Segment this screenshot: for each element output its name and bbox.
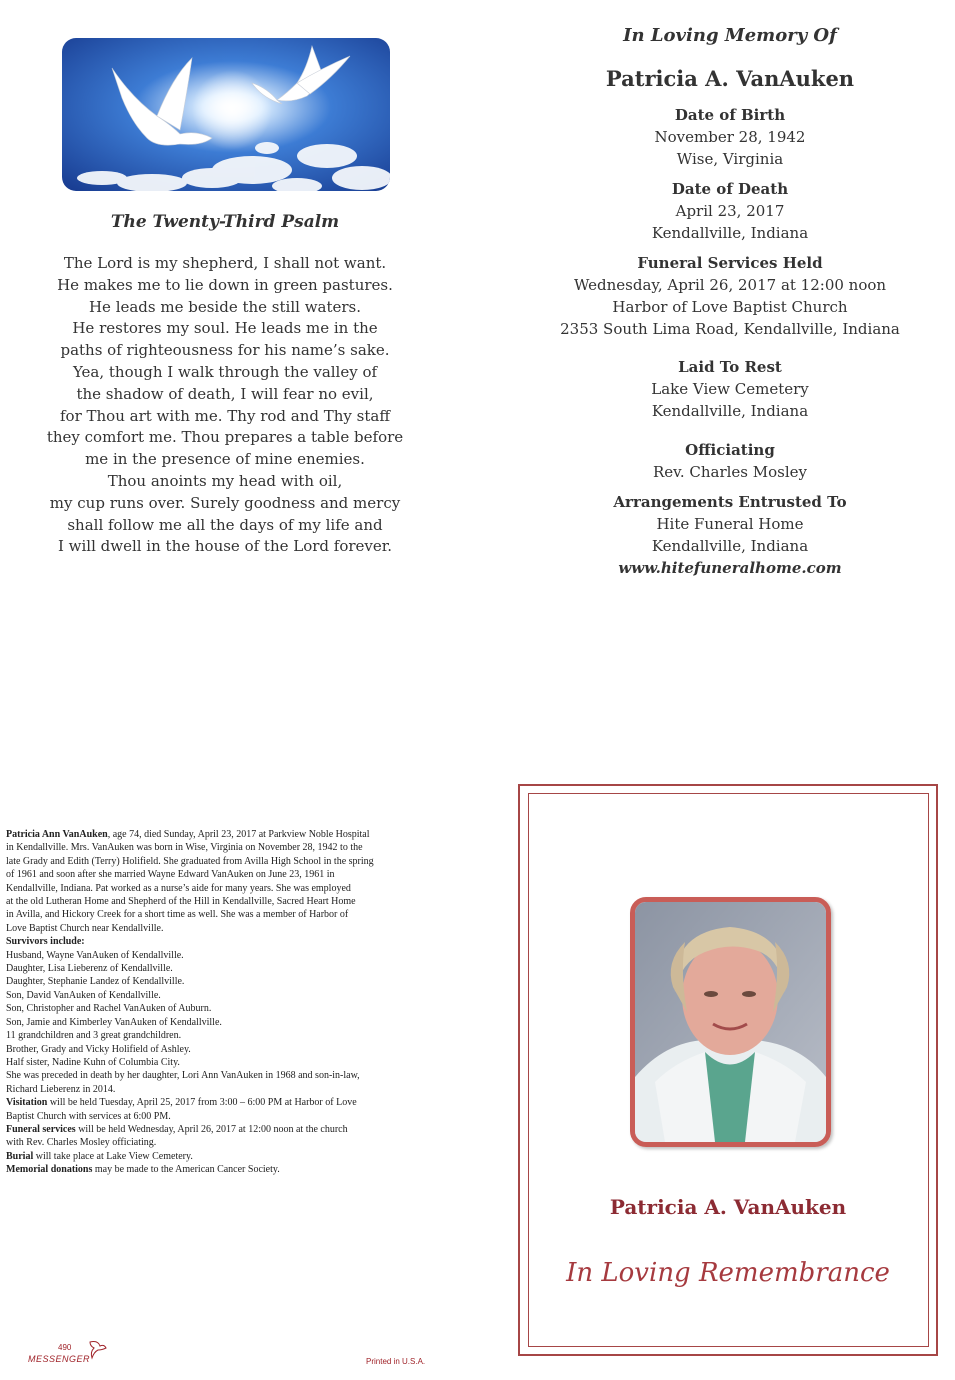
memorial-text: may be made to the American Cancer Society. [92,1164,280,1176]
survivors-heading: Survivors include: [6,936,85,948]
obituary-line: Love Baptist Church near Kendallville. [6,922,164,934]
psalm-line: He restores my soul. He leads me in the [72,319,378,338]
survivor-item: Son, David VanAuken of Kendallville. [6,989,161,1001]
psalm-line: I will dwell in the house of the Lord forever. [57,537,393,556]
burial-text: will take place at Lake View Cemetery. [33,1150,193,1162]
funeral-line [6,1123,446,1136]
psalm-line: The Lord is my shepherd, I shall not want. [63,254,387,272]
psalm-text [40,253,410,558]
psalm-line: He makes me to lie down in green pastures. [57,275,393,294]
arrangements-label: Arrangements Entrusted To [613,493,847,511]
survivor-item: Daughter, Stephanie Landez of Kendallville. [6,976,185,988]
rest-section [525,356,935,422]
funeral-cont: with Rev. Charles Mosley officiating. [6,1137,157,1149]
birth-section [525,104,935,170]
obituary-line: of 1961 and soon after she married Wayne Edward VanAuken on June 23, 1961 in [6,869,335,881]
preceded-line: Richard Lieberenz in 2014. [6,1083,116,1095]
psalm-line: my cup runs over. Surely goodness and mercy [49,493,401,512]
birth-date: November 28, 1942 [654,128,806,146]
preceded-line: She was preceded in death by her daughter, Lori Ann VanAuken in 1968 and son-in-law, [6,1070,360,1082]
psalm-line: they comfort me. Thou prepares a table before [46,428,404,447]
funeral-section [525,252,935,340]
obituary-line: at the old Lutheran Home and Shepherd of the Hill in Kendallville, Sacred Heart Home [6,896,356,908]
funeral-home-city: Kendallville, Indiana [651,537,809,555]
survivor-item: 11 grandchildren and 3 great grandchildren. [6,1030,182,1042]
funeral-venue: Harbor of Love Baptist Church [612,298,848,316]
brand-logo: MESSENGER [28,1354,91,1364]
funeral-when: Wednesday, April 26, 2017 at 12:00 noon [573,276,887,294]
visitation-cont: Baptist Church with services at 6:00 PM. [6,1110,171,1122]
survivors-label [6,935,446,948]
visitation-text: will be held Tuesday, April 25, 2017 from 3:00 – 6:00 PM at Harbor of Love [47,1097,357,1109]
death-label: Date of Death [671,180,789,198]
memory-heading: In Loving Memory Of [623,25,837,46]
death-date: April 23, 2017 [675,202,785,220]
printed-in-usa: Printed in U.S.A. [366,1357,426,1366]
cover-remembrance: In Loving Remembrance [566,1258,890,1288]
visitation-line [6,1096,446,1109]
birth-place: Wise, Virginia [676,150,784,168]
psalm-line: Thou anoints my head with oil, [107,471,343,490]
funeral-services-label: Funeral services [6,1123,76,1135]
rest-label: Laid To Rest [678,358,782,376]
psalm-line: me in the presence of mine enemies. [85,450,365,469]
psalm-line: Yea, though I walk through the valley of [72,362,378,381]
obituary-name: Patricia Ann VanAuken [6,829,108,840]
deceased-name: Patricia A. VanAuken [605,66,855,91]
doves-sky-image [62,38,390,191]
cover-name: Patricia A. VanAuken [609,1195,847,1219]
survivor-item: Son, Jamie and Kimberley VanAuken of Kendallville. [6,1016,222,1028]
survivor-item: Brother, Grady and Vicky Holifield of Ashley. [6,1043,191,1055]
product-number: 490 [58,1343,72,1352]
memorial-details [525,25,935,579]
doves-illustration [62,38,390,191]
psalm-line: He leads me beside the still waters. [88,297,362,316]
dove-logo-icon [86,1338,108,1366]
survivor-item: Husband, Wayne VanAuken of Kendallville. [6,949,184,961]
burial-line [6,1150,446,1163]
arrangements-section [525,491,935,579]
birth-label: Date of Birth [674,106,786,124]
burial-label: Burial [6,1150,34,1162]
survivor-item: Half sister, Nadine Kuhn of Columbia City. [6,1056,180,1068]
psalm-line: paths of righteousness for his name’s sake. [60,341,390,360]
rest-city: Kendallville, Indiana [651,402,809,420]
rest-place: Lake View Cemetery [651,380,809,398]
death-place: Kendallville, Indiana [651,224,809,242]
obituary [6,828,446,1177]
obituary-intro: , age 74, died Sunday, April 23, 2017 at Parkview Noble Hospital [107,829,370,840]
officiant-name: Rev. Charles Mosley [652,463,808,481]
funeral-address: 2353 South Lima Road, Kendallville, Indiana [560,320,900,338]
psalm-line: the shadow of death, I will fear no evil, [76,384,374,403]
funeral-services-text: will be held Wednesday, April 26, 2017 at 12:00 noon at the church [75,1123,348,1135]
memorial-label: Memorial donations [6,1164,93,1176]
memorial-line [6,1163,446,1176]
psalm-line: shall follow me all the days of my life and [67,515,383,534]
obituary-line: Kendallville, Indiana. Pat worked as a nurse’s aide for many years. She was employed [6,882,351,894]
obituary-line: in Avilla, and Hickory Creek for a short time as well. She was a member of Harbor of [6,909,349,921]
portrait-photo [630,897,831,1147]
portrait-illustration [635,902,826,1142]
funeral-label: Funeral Services Held [637,254,823,272]
survivor-item: Daughter, Lisa Lieberenz of Kendallville. [6,963,173,975]
officiating-section [525,439,935,483]
obituary-line: late Grady and Edith (Terry) Holifield. She graduated from Avilla High School in the spring [6,855,374,867]
funeral-home-website[interactable]: www.hitefuneralhome.com [618,559,842,577]
death-section [525,178,935,244]
visitation-label: Visitation [6,1097,48,1109]
psalm-line: for Thou art with me. Thy rod and Thy staff [60,406,390,425]
officiating-label: Officiating [685,441,775,459]
obituary-line: in Kendallville. Mrs. VanAuken was born in Wise, Virginia on November 28, 1942 to the [6,842,363,854]
survivor-item: Son, Christopher and Rachel VanAuken of Auburn. [6,1003,212,1015]
obituary-line [6,828,446,841]
psalm-title: The Twenty-Third Psalm [110,212,340,232]
funeral-home: Hite Funeral Home [656,515,804,533]
